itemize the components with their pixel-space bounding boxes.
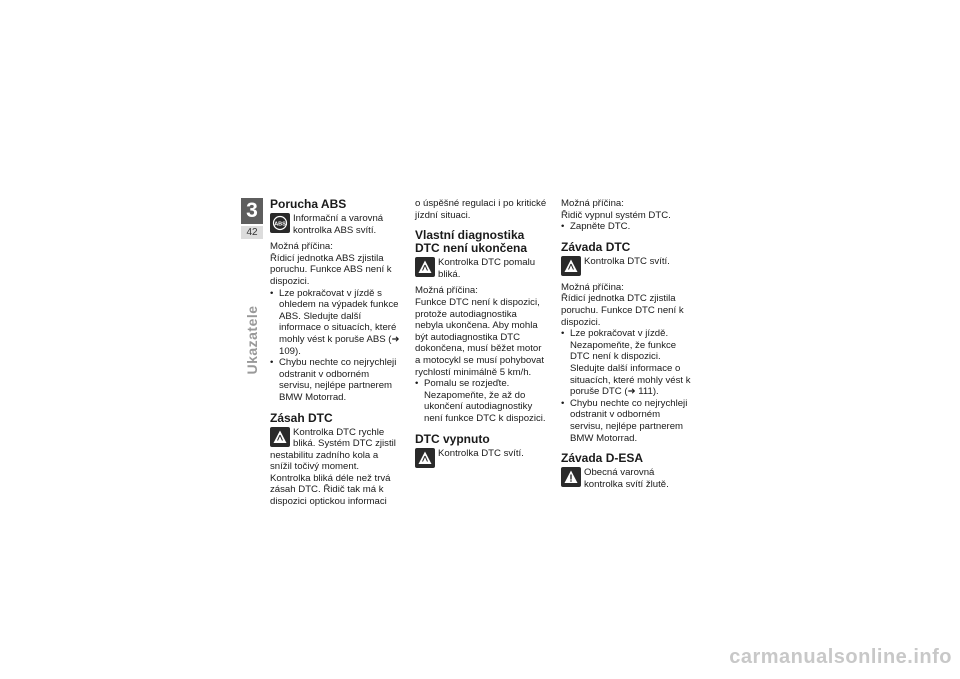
indicator-row (270, 427, 402, 508)
section-label: Ukazatele (244, 305, 260, 375)
indicator-row (415, 448, 547, 469)
list-item: • Chybu nechte co nejrychleji odstranit v odborném servisu, nejlépe partnerem BMW Motorrad. (270, 357, 402, 403)
indicator-text: Kontrolka DTC svítí. (584, 255, 670, 267)
watermark: carmanualsonline.info (729, 646, 952, 668)
continued-text: o úspěšné regulaci i po kritické jízdní situaci. (415, 198, 547, 221)
dtc-warning-icon (415, 448, 435, 468)
cause-label: Možná příčina: (561, 281, 624, 293)
cause-text: Řídicí jednotka DTC zjistila poruchu. Funkce DTC není k dispozici. (561, 293, 684, 328)
heading-dtc-selfdiag: Vlastní diagnostika DTC není ukončena (415, 228, 528, 256)
indicator-text: Kontrolka DTC svítí. (438, 447, 524, 459)
cause-text: Řidič vypnul systém DTC. (561, 209, 671, 221)
cause-label: Možná příčina: (270, 241, 333, 253)
list-item: • Lze pokračovat v jízdě. Nezapomeňte, že funkce DTC není k dispozici. Sledujte další informace o situacích, které mohly vést k poruše DTC (➜ 111). (561, 328, 693, 398)
heading-abs-fault: Porucha ABS (270, 197, 347, 211)
heading-desa-fault: Závada D-ESA (561, 451, 644, 466)
list-item: • Pomalu se rozjeďte. Nezapomeňte, že až do ukončení autodiagnostiky není funkce DTC k dispozici. (415, 378, 547, 424)
bullet-list (561, 221, 693, 233)
bullet-list (415, 378, 547, 424)
bullet-list (270, 288, 402, 404)
cause-text: Řídicí jednotka ABS zjistila poruchu. Funkce ABS není k dispozici. (270, 252, 392, 287)
column-2 (415, 198, 547, 474)
heading-dtc-off: DTC vypnuto (415, 431, 490, 446)
indicator-text: Kontrolka DTC rychle bliká. Systém DTC zjistil nestabilitu zadního kola a snížil točivý moment. Kontrolka bliká déle než trvá zásah DTC. Řidič tak má k dispozici optickou informaci (270, 426, 396, 508)
indicator-row (561, 467, 693, 490)
general-warning-triangle-icon (561, 467, 581, 487)
list-item: • Chybu nechte co nejrychleji odstranit v odborném servisu, nejlépe partnerem BMW Motorrad. (561, 398, 693, 444)
cause-label: Možná příčina: (561, 198, 624, 209)
page-number: 42 (241, 226, 263, 239)
list-item: • Zapněte DTC. (561, 221, 693, 233)
chapter-tab (241, 198, 265, 239)
cause-text: Funkce DTC není k dispozici, protože autodiagnostika nebyla ukončena. Aby mohla být autodiagnostika DTC dokončena, musí běžet motor a motocykl se musí pohybovat rychlostí minimálně 5 km/h. (415, 296, 545, 378)
column-3 (561, 198, 693, 495)
indicator-text: Informační a varovná kontrolka ABS svítí. (293, 213, 384, 236)
abs-warning-icon (270, 213, 290, 233)
indicator-row (561, 256, 693, 277)
dtc-warning-icon (270, 427, 290, 447)
heading-dtc-fault: Závada DTC (561, 239, 631, 254)
column-1 (270, 198, 402, 513)
indicator-row (415, 257, 547, 280)
bullet-list (561, 328, 693, 444)
chapter-number: 3 (241, 198, 263, 224)
list-item: • Lze pokračovat v jízdě s ohledem na výpadek funkce ABS. Sledujte další informace o situacích, které mohly vést k poruše ABS (➜ 109). (270, 288, 402, 358)
dtc-warning-icon (415, 257, 435, 277)
dtc-warning-icon (561, 256, 581, 276)
indicator-text: Obecná varovná kontrolka svítí žlutě. (584, 467, 669, 490)
svg-text:ABS: ABS (274, 221, 286, 228)
indicator-text: Kontrolka DTC pomalu bliká. (438, 257, 536, 280)
heading-dtc-intervention: Zásah DTC (270, 410, 333, 425)
cause-label: Možná příčina: (415, 285, 478, 297)
indicator-row (270, 213, 402, 236)
